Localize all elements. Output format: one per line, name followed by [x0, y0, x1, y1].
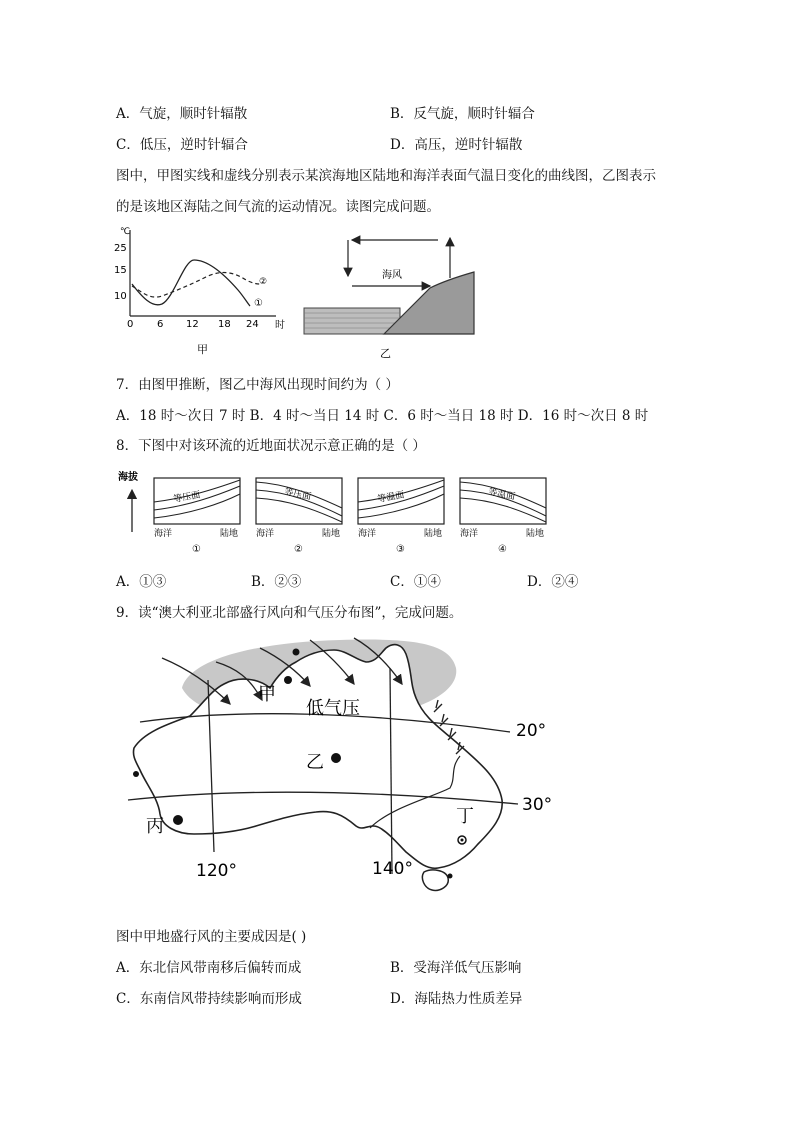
panel-2-surface-label: 等压面: [283, 487, 312, 503]
label-lat-30: 30°: [522, 795, 553, 815]
panel-1: [154, 478, 240, 555]
panel-3-sea-label: 海洋: [358, 529, 377, 539]
x-tick-12: 12: [186, 319, 199, 330]
q8-option-a: A．①③: [116, 574, 167, 590]
australia-wind-pressure-map: [120, 628, 560, 900]
x-unit: 时: [275, 320, 285, 331]
panel-1-number: ①: [192, 544, 201, 555]
panel-1-surface-label: 等压面: [172, 490, 202, 505]
y-unit: ℃: [120, 227, 131, 237]
label-low-pressure: 低气压: [306, 698, 360, 719]
q8-option-b: B．②③: [251, 574, 302, 590]
panel-4-land-label: 陆地: [526, 529, 545, 539]
y-tick-15: 15: [114, 265, 127, 276]
q9-question: 图中甲地盛行风的主要成因是( ): [116, 929, 307, 945]
figure-jia-temperature-chart: [108, 222, 298, 358]
panel-4: [460, 478, 546, 555]
sea-surface: [304, 308, 400, 334]
tasmania: [422, 870, 448, 890]
panel-3-surface-label: 等温面: [376, 490, 406, 505]
panel-4-surface-label: 等温面: [487, 487, 516, 503]
panel-1-land-label: 陆地: [220, 529, 239, 539]
q9-option-a: A．东北信风带南移后偏转而成: [116, 960, 302, 976]
figure-yi-caption: 乙: [380, 347, 391, 360]
q8-stem: 8．下图中对该环流的近地面状况示意正确的是（ ）: [116, 438, 426, 454]
x-tick-0: 0: [127, 319, 134, 330]
q8-option-c: C．①④: [390, 574, 441, 590]
intro-line-1: 图中，甲图实线和虚线分别表示某滨海地区陆地和海洋表面气温日变化的曲线图，乙图表示: [116, 168, 656, 184]
q9-option-d: D．海陆热力性质差异: [390, 991, 523, 1007]
island-dot-3: [448, 874, 453, 879]
y-tick-25: 25: [114, 243, 127, 254]
panel-4-number: ④: [498, 544, 507, 555]
q7-stem: 7．由图甲推断，图乙中海风出现时间约为（ ）: [116, 377, 399, 393]
label-lon-120: 120°: [196, 861, 237, 881]
q6-option-d: D．高压，逆时针辐散: [390, 137, 523, 153]
land-slope: [384, 272, 474, 334]
q7-options: A．18 时～次日 7 时 B．4 时～当日 14 时 C．6 时～当日 18 时 D．16 时～次日 8 时: [116, 408, 649, 424]
q6-option-b: B．反气旋，顺时针辐合: [390, 106, 535, 122]
q6-option-c: C．低压，逆时针辐合: [116, 137, 248, 153]
figure-yi-circulation: [300, 226, 482, 362]
dashed-curve-label: ②: [259, 277, 268, 287]
label-jia: 甲: [258, 684, 276, 705]
label-bing: 丙: [146, 816, 164, 837]
point-yi: [331, 753, 341, 763]
x-tick-24: 24: [246, 319, 259, 330]
panel-2-land-label: 陆地: [322, 529, 341, 539]
q8-panels-figure: [116, 464, 556, 558]
sea-breeze-label: 海风: [382, 270, 402, 281]
solid-curve-label: ①: [254, 298, 263, 309]
island-dot-1: [293, 649, 300, 656]
island-dot-2: [133, 771, 139, 777]
y-tick-10: 10: [114, 291, 127, 302]
q6-option-a: A．气旋，顺时针辐散: [116, 106, 248, 122]
intro-line-2: 的是该地区海陆之间气流的运动情况。读图完成问题。: [116, 199, 440, 215]
point-bing: [173, 815, 183, 825]
q9-option-c: C．东南信风带持续影响而形成: [116, 991, 302, 1007]
q8-option-d: D．②④: [527, 574, 579, 590]
point-jia: [284, 676, 292, 684]
panel-3-number: ③: [396, 544, 405, 555]
label-lon-140: 140°: [372, 859, 413, 879]
panel-2-number: ②: [294, 544, 303, 555]
label-lat-20: 20°: [516, 721, 547, 741]
altitude-axis-label: 海拔: [118, 472, 138, 483]
panel-1-sea-label: 海洋: [154, 529, 173, 539]
land-temperature-curve: [132, 260, 250, 306]
figure-jia-caption: 甲: [197, 343, 208, 356]
panel-4-sea-label: 海洋: [460, 529, 479, 539]
panel-3-land-label: 陆地: [424, 529, 443, 539]
panel-2: [256, 478, 342, 555]
q9-stem: 9．读“澳大利亚北部盛行风向和气压分布图”，完成问题。: [116, 605, 463, 621]
x-tick-18: 18: [218, 319, 231, 330]
q9-option-b: B．受海洋低气压影响: [390, 960, 522, 976]
label-ding: 丁: [456, 806, 474, 827]
panel-3: [358, 478, 444, 555]
x-tick-6: 6: [157, 319, 164, 330]
panel-2-sea-label: 海洋: [256, 529, 275, 539]
label-yi: 乙: [306, 752, 324, 773]
